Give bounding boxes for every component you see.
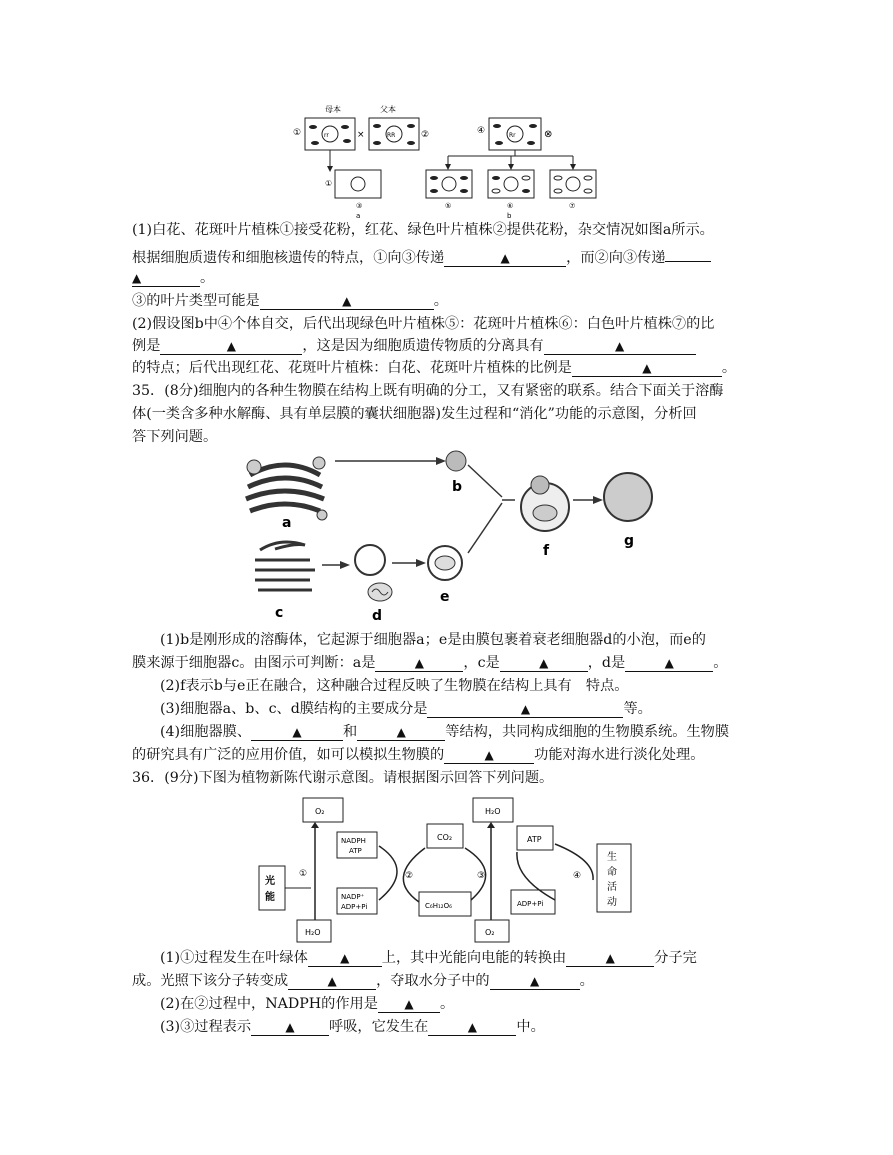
svg-text:④: ④ <box>573 871 582 881</box>
svg-text:a: a <box>356 212 361 220</box>
q35-sub4: (4)细胞器膜、 ▲ 和 ▲ 等结构，共同构成细胞的生物膜系统。生物膜 <box>160 724 730 740</box>
cell-1 <box>305 118 355 150</box>
q34-line7: 的特点；后代出现红花、花斑叶片植株：白花、花斑叶片植株的比例是 ▲ 。 <box>132 360 737 376</box>
organelle-b-lysosome <box>446 451 466 471</box>
svg-text:⑤: ⑤ <box>445 202 452 210</box>
answer-blank[interactable]: ▲ <box>544 338 696 355</box>
answer-blank[interactable]: ▲ <box>160 338 302 355</box>
cell-5 <box>426 170 472 198</box>
svg-text:②: ② <box>421 130 430 140</box>
svg-text:ATP: ATP <box>349 847 362 855</box>
svg-text:ATP: ATP <box>527 835 542 844</box>
q36-line1: 36．(9分)下图为植物新陈代谢示意图。请根据图示回答下列问题。 <box>132 770 554 786</box>
svg-text:活: 活 <box>607 882 617 893</box>
organelle-g-digested <box>604 473 652 521</box>
answer-blank[interactable]: ▲ <box>308 950 382 967</box>
answer-blank[interactable]: ▲ <box>444 747 534 764</box>
answer-blank[interactable]: ▲ <box>378 996 440 1013</box>
svg-text:①: ① <box>299 869 308 879</box>
q35-sub5: 的研究具有广泛的应用价值，如可以模拟生物膜的 ▲ 功能对海水进行淡化处理。 <box>132 747 705 763</box>
metabolism-diagram <box>255 790 645 945</box>
q35-sub2: (2)f表示b与e正在融合，这种融合过程反映了生物膜在结构上具有 特点。 <box>160 678 629 694</box>
svg-text:生: 生 <box>607 852 617 863</box>
svg-text:CO₂: CO₂ <box>437 833 453 842</box>
q34-line5: (2)假设图b中④个体自交，后代出现绿色叶片植株⑤：花斑叶片植株⑥：白色叶片植株⑦的比 <box>132 316 715 332</box>
svg-text:O₂: O₂ <box>315 807 325 816</box>
cell-3 <box>335 170 381 198</box>
answer-blank[interactable]: ▲ <box>251 724 343 741</box>
label-father: 父本 <box>380 105 396 114</box>
svg-text:b: b <box>507 212 512 220</box>
svg-text:ADP+Pi: ADP+Pi <box>341 903 368 911</box>
answer-blank[interactable]: ▲ <box>500 655 588 672</box>
q35-line3: 答下列问题。 <box>132 429 218 445</box>
svg-text:c: c <box>275 605 284 621</box>
svg-text:NADPH: NADPH <box>341 837 366 845</box>
answer-blank[interactable]: ▲ <box>375 655 463 672</box>
answer-blank[interactable]: ▲ <box>444 250 566 267</box>
svg-text:g: g <box>624 533 635 549</box>
svg-text:RR: RR <box>387 132 396 139</box>
svg-text:④: ④ <box>477 126 486 136</box>
q35-line2: 体(一类含多种水解酶、具有单层膜的囊状细胞器)发生过程和“消化”功能的示意图，分析回 <box>132 406 697 422</box>
q35-sub1a: (1)b是刚形成的溶酶体，它起源于细胞器a；e是由膜包裹着衰老细胞器d的小泡，而e的 <box>160 632 706 648</box>
lysosome-diagram <box>240 445 660 625</box>
answer-blank[interactable]: ▲ <box>251 1019 329 1036</box>
q34-line2: 根据细胞质遗传和细胞核遗传的特点，①向③传递 ▲ ，而②向③传递 <box>132 245 711 268</box>
q34-line3: ▲ 。 <box>132 270 215 286</box>
q36-sub2: 成。光照下该分子转变成 ▲ ，夺取水分子中的 ▲ 。 <box>132 973 594 989</box>
svg-text:O₂: O₂ <box>485 928 495 937</box>
answer-blank[interactable]: ▲ <box>427 701 623 718</box>
svg-text:⑥: ⑥ <box>507 202 514 210</box>
answer-blank[interactable]: ▲ <box>572 360 722 377</box>
svg-text:ADP+Pi: ADP+Pi <box>517 900 544 908</box>
svg-text:②: ② <box>405 871 414 881</box>
q36-sub3: (2)在②过程中，NADPH的作用是 ▲ 。 <box>160 996 455 1012</box>
svg-text:命: 命 <box>607 867 617 878</box>
cell-7 <box>550 170 596 198</box>
svg-text:C₆H₁₂O₆: C₆H₁₂O₆ <box>425 902 452 910</box>
svg-text:⊗: ⊗ <box>544 129 553 140</box>
answer-blank[interactable]: ▲ <box>490 973 580 990</box>
q34-line1: (1)白花、花斑叶片植株①接受花粉，红花、绿色叶片植株②提供花粉，杂交情况如图a所示。 <box>132 222 714 238</box>
svg-text:NADP⁺: NADP⁺ <box>341 893 365 901</box>
organelle-c-er <box>255 542 315 590</box>
q35-sub1b: 膜来源于细胞器c。由图示可判断：a是 ▲ ，c是 ▲ ，d是 ▲ 。 <box>132 655 728 671</box>
answer-blank[interactable]: ▲ <box>288 973 376 990</box>
svg-text:a: a <box>282 515 292 531</box>
q36-sub4: (3)③过程表示 ▲ 呼吸，它发生在 ▲ 中。 <box>160 1019 545 1035</box>
svg-text:光: 光 <box>265 876 275 887</box>
svg-text:能: 能 <box>265 892 275 903</box>
svg-text:b: b <box>452 479 463 495</box>
svg-text:f: f <box>543 543 550 559</box>
q36-sub1: (1)①过程发生在叶绿体 ▲ 上，其中光能向电能的转换由 ▲ 分子完 <box>160 950 697 966</box>
svg-text:e: e <box>440 589 450 605</box>
organelle-a-golgi <box>246 457 327 520</box>
answer-blank[interactable]: ▲ <box>625 655 713 672</box>
svg-text:⑦: ⑦ <box>569 202 576 210</box>
svg-text:Rr: Rr <box>509 132 516 139</box>
svg-text:d: d <box>372 608 383 624</box>
answer-blank[interactable] <box>665 245 711 262</box>
answer-blank[interactable]: ▲ <box>357 724 445 741</box>
svg-text:rr: rr <box>324 132 329 139</box>
svg-text:③: ③ <box>356 202 363 210</box>
svg-text:①: ① <box>325 179 333 188</box>
cell-6 <box>488 170 534 198</box>
q35-line1: 35．(8分)细胞内的各种生物膜在结构上既有明确的分工，又有紧密的联系。结合下面关于溶酶 <box>132 383 724 399</box>
answer-blank[interactable]: ▲ <box>428 1019 516 1036</box>
svg-text:H₂O: H₂O <box>305 928 321 937</box>
svg-text:③: ③ <box>477 871 486 881</box>
svg-text:动: 动 <box>607 897 617 908</box>
answer-blank[interactable]: ▲ <box>132 270 200 287</box>
q35-sub3: (3)细胞器a、b、c、d膜结构的主要成分是 ▲ 等。 <box>160 701 652 717</box>
figure-ab <box>285 100 605 220</box>
answer-blank[interactable]: ▲ <box>260 293 434 310</box>
svg-text:①: ① <box>293 128 302 138</box>
answer-blank[interactable]: ▲ <box>566 950 654 967</box>
q34-line4: ③的叶片类型可能是 ▲ 。 <box>132 293 448 309</box>
label-mother: 母本 <box>325 105 341 114</box>
svg-text:H₂O: H₂O <box>485 807 501 816</box>
q34-line6: 例是 ▲ ，这是因为细胞质遗传物质的分离具有 ▲ <box>132 336 696 356</box>
svg-text:×: × <box>357 130 365 140</box>
